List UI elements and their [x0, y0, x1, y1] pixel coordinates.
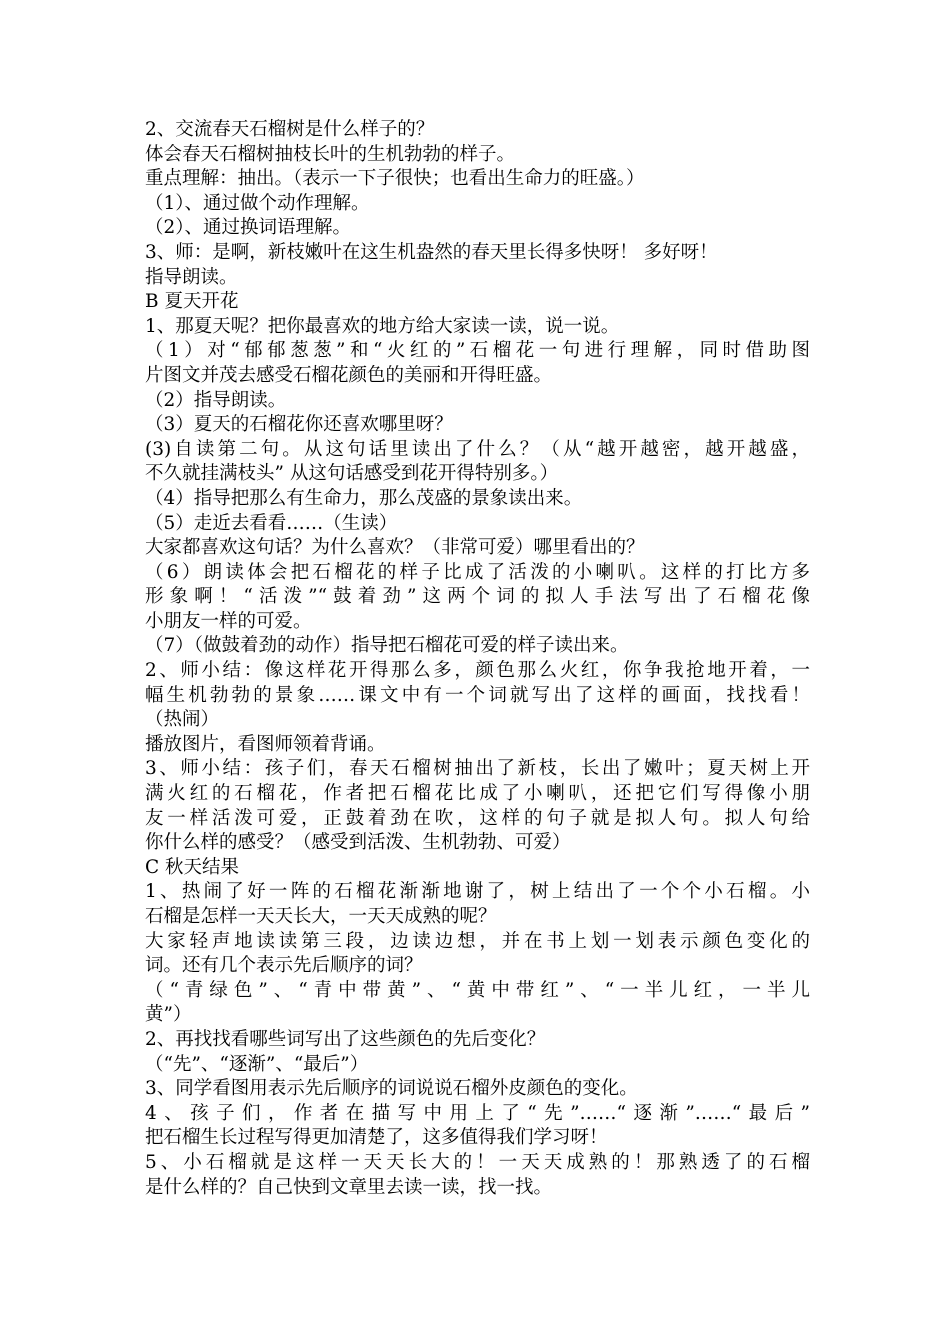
- text-line: （4）指导把那么有生命力，那么茂盛的景象读出来。: [145, 487, 583, 509]
- text-line: 2、交流春天石榴树是什么样子的？: [145, 119, 435, 140]
- text-line: 你什么样的感受？（感受到活泼、生机勃勃、可爱）: [145, 832, 571, 854]
- text-line: （2）、通过换词语理解。: [145, 217, 352, 239]
- text-line: 不久就挂满枝头” 从这句话感受到花开得特别多。）: [145, 463, 559, 485]
- text-line: 2、再找找看哪些词写出了这些颜色的先后变化？: [145, 1028, 546, 1050]
- text-line: 5、小石榴就是这样一天天长大的！一天天成熟的！那熟透了的石榴: [145, 1151, 810, 1173]
- text-line: 小朋友一样的可爱。: [145, 610, 312, 632]
- text-line: 大家轻声地读读第三段，边读边想，并在书上划一划表示颜色变化的: [145, 930, 810, 952]
- text-line: 3、同学看图用表示先后顺序的词说说石榴外皮颜色的变化。: [145, 1078, 638, 1100]
- text-line: 大家都喜欢这句话？为什么喜欢？（非常可爱）哪里看出的？: [145, 537, 645, 559]
- text-line: 幅生机勃勃的景象……课文中有一个词就写出了这样的画面，找找看！: [145, 684, 810, 706]
- text-line: 1、那夏天呢？把你最喜欢的地方给大家读一读，说一说。: [145, 315, 620, 337]
- text-line: 友一样活泼可爱，正鼓着劲在吹，这样的句子就是拟人句。拟人句给: [145, 807, 810, 829]
- text-line: 3、师：是啊，新枝嫩叶在这生机盎然的春天里长得多快呀！ 多好呀！: [145, 241, 718, 263]
- text-line: 满火红的石榴花，作者把石榴花比成了小喇叭，还把它们写得像小朋: [145, 783, 810, 805]
- text-line: （3）夏天的石榴花你还喜欢哪里呀？: [145, 414, 453, 436]
- section-heading: B 夏天开花: [145, 291, 239, 313]
- text-line: （1）、通过做个动作理解。: [145, 192, 370, 214]
- text-line: 3、师小结：孩子们，春天石榴树抽出了新枝，长出了嫩叶；夏天树上开: [145, 758, 810, 780]
- text-line: 黄”）: [145, 1004, 192, 1026]
- document-body: [145, 118, 810, 1200]
- text-line: 词。还有几个表示先后顺序的词？: [145, 955, 423, 977]
- text-line: 片图文并茂去感受石榴花颜色的美丽和开得旺盛。: [145, 364, 553, 386]
- text-line: 是什么样的？自己快到文章里去读一读，找一找。: [145, 1176, 553, 1198]
- section-heading: C 秋天结果: [145, 856, 240, 878]
- text-line: 1、热闹了好一阵的石榴花渐渐地谢了，树上结出了一个个小石榴。小: [145, 881, 810, 903]
- text-line: （1）对“郁郁葱葱”和“火红的”石榴花一句进行理解，同时借助图: [145, 340, 810, 362]
- text-line: （6）朗读体会把石榴花的样子比成了活泼的小喇叭。这样的打比方多: [145, 561, 810, 583]
- text-line: 体会春天石榴树抽枝长叶的生机勃勃的样子。: [145, 143, 516, 165]
- text-line: (3)自读第二句。从这句话里读出了什么？（从“越开越密，越开越盛，: [145, 438, 810, 460]
- text-line: 2、师小结：像这样花开得那么多，颜色那么火红，你争我抢地开着，一: [145, 660, 810, 682]
- text-line: （7）（做鼓着劲的动作）指导把石榴花可爱的样子读出来。: [145, 635, 629, 657]
- text-line: 指导朗读。: [145, 266, 238, 288]
- text-line: 4、孩子们，作者在描写中用上了“先”……“逐渐”……“最后”: [145, 1102, 810, 1124]
- text-line: （“先”、“逐渐”、“最后”）: [145, 1053, 369, 1075]
- text-line: 播放图片，看图师领着背诵。: [145, 733, 386, 755]
- text-line: （热闹）: [145, 709, 220, 731]
- text-line: （5）走近去看看……（生读）: [145, 512, 398, 534]
- text-line: （“青绿色”、“青中带黄”、“黄中带红”、“一半儿红，一半儿: [145, 979, 810, 1001]
- text-line: 石榴是怎样一天天长大，一天天成熟的呢？: [145, 906, 497, 927]
- text-line: 重点理解：抽出。（表示一下子很快；也看出生命力的旺盛。）: [145, 168, 645, 190]
- text-line: 把石榴生长过程写得更加清楚了，这多值得我们学习呀！: [145, 1127, 608, 1149]
- text-line: 形象啊！“活泼”“鼓着劲”这两个词的拟人手法写出了石榴花像: [145, 586, 810, 608]
- text-line: （2）指导朗读。: [145, 389, 287, 411]
